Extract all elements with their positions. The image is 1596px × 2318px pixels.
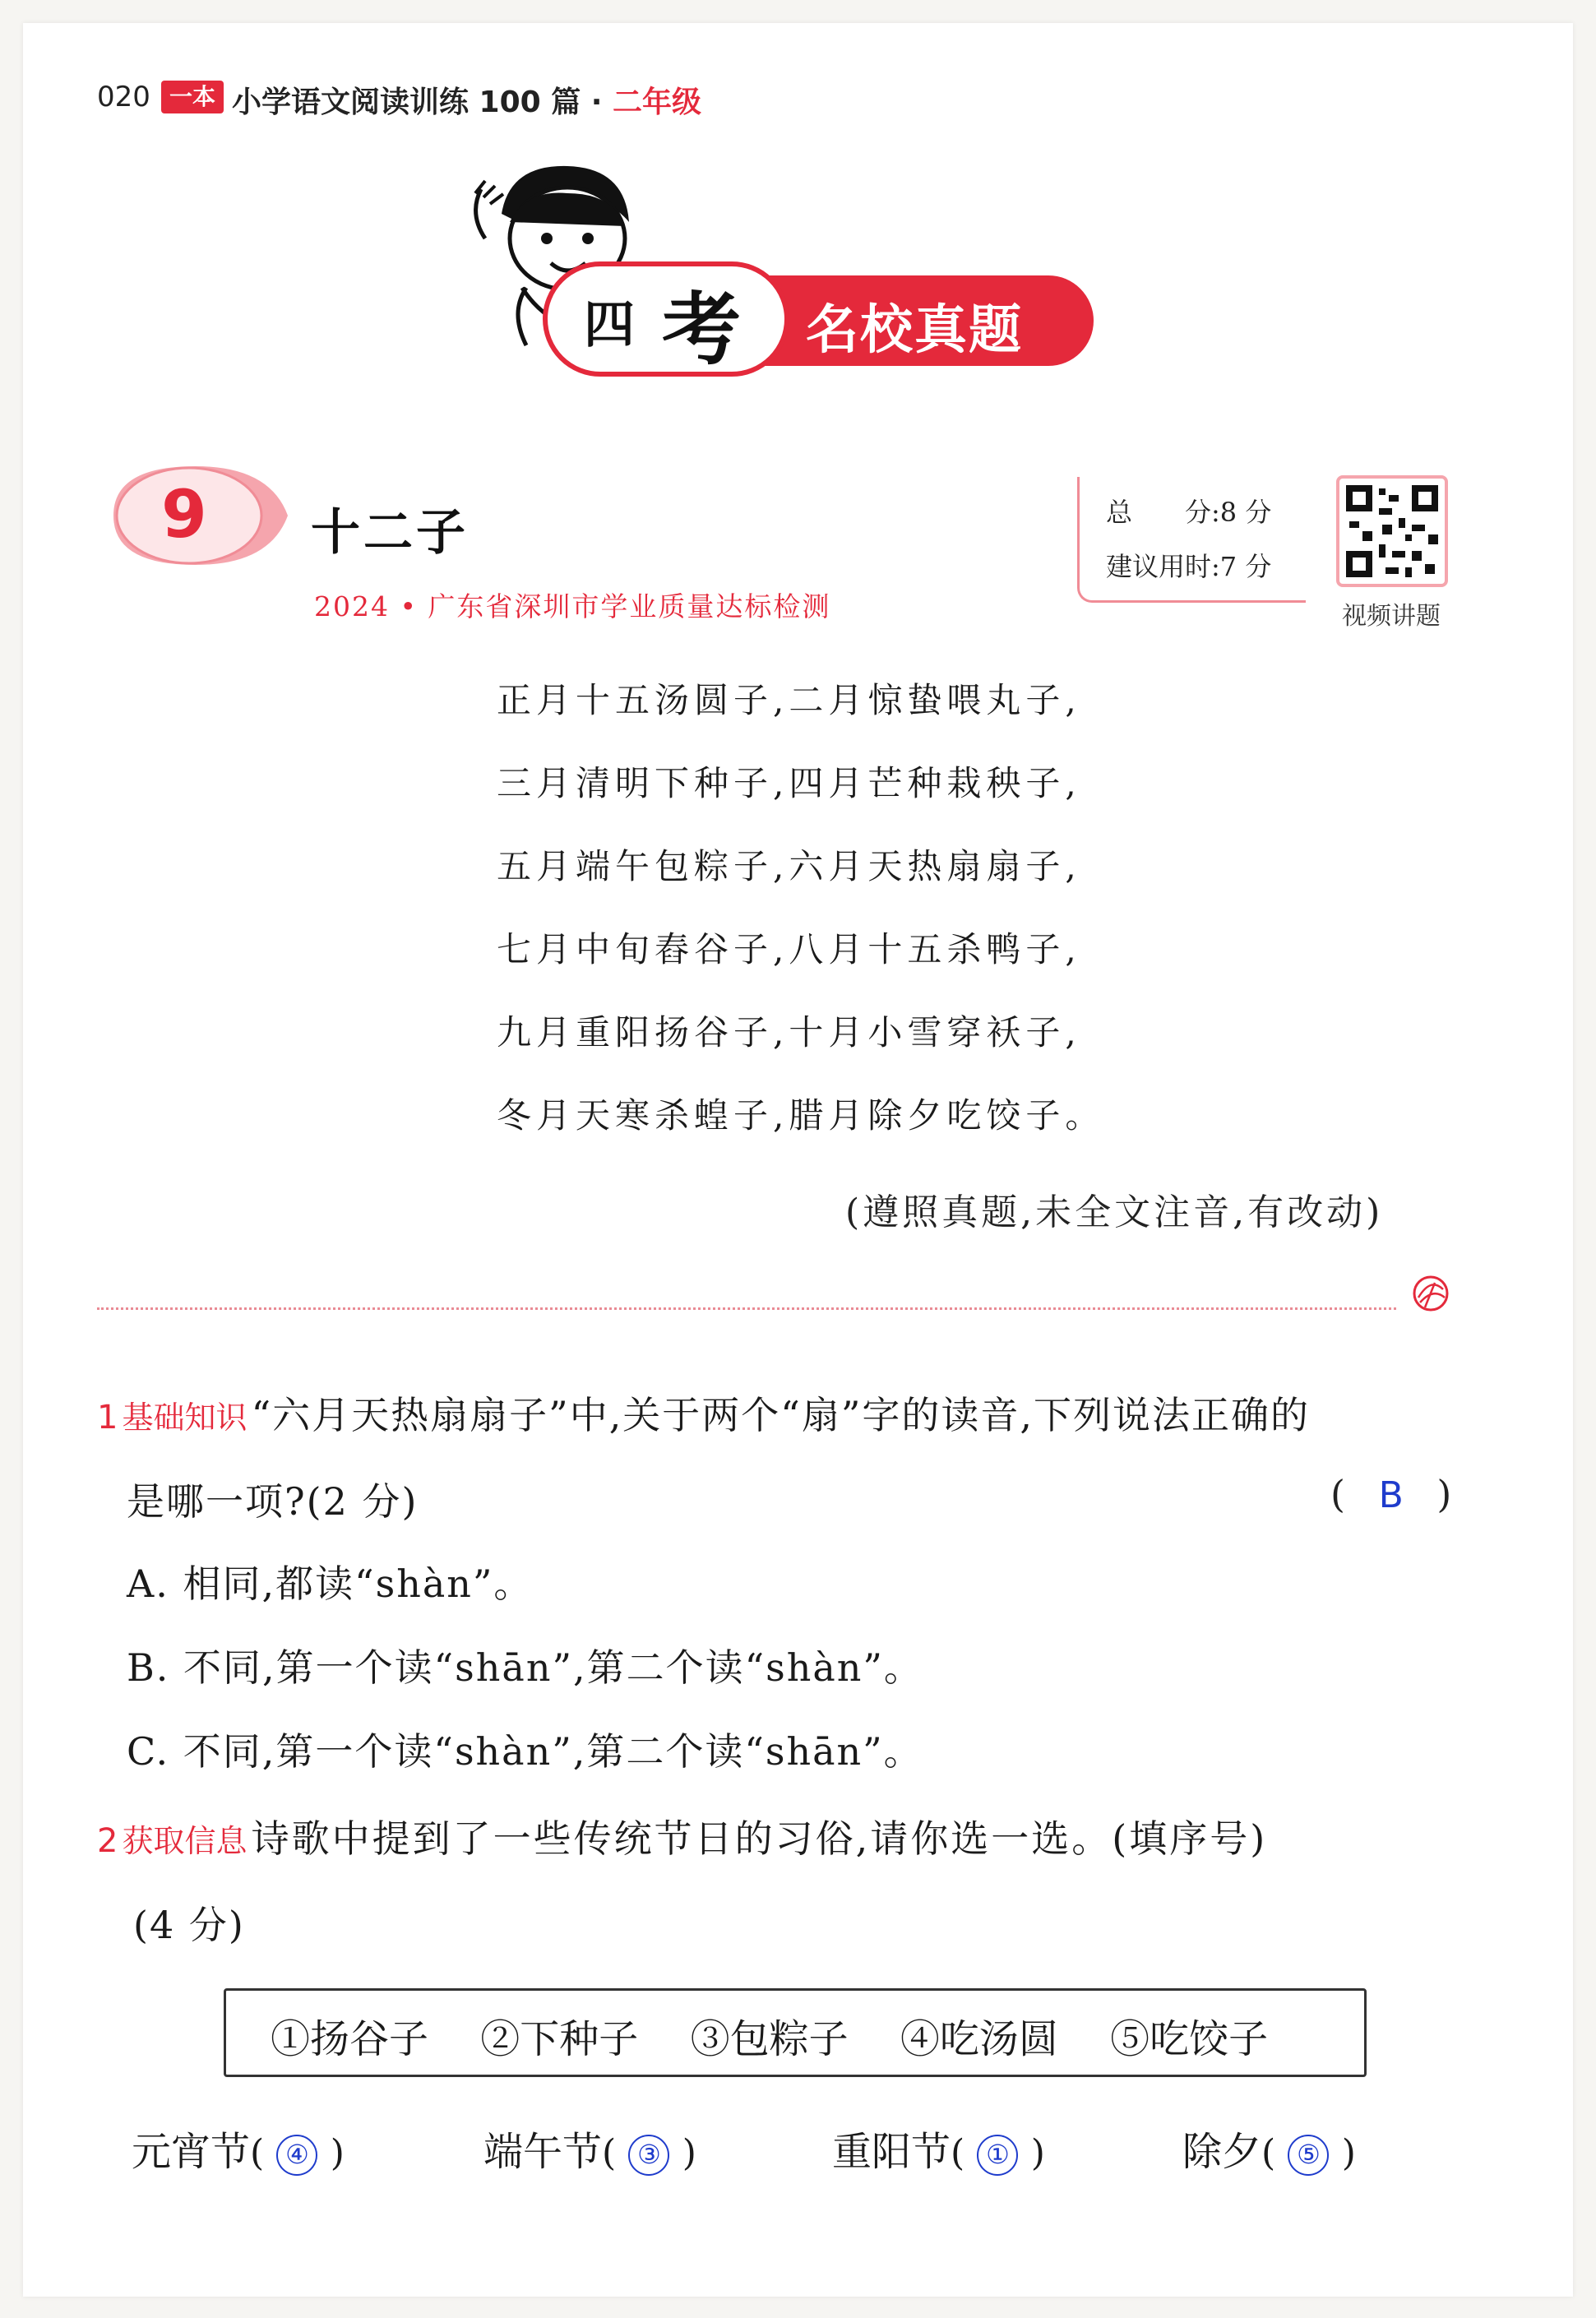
- answer-value: B: [1378, 1474, 1404, 1516]
- option-b[interactable]: B. 不同,第一个读“shān”,第二个读“shàn”。: [127, 1645, 923, 1690]
- festival-chongyang[interactable]: [832, 2120, 1045, 2177]
- choice-item: ④吃汤圆: [900, 2016, 1058, 2062]
- poem-line: 五月端午包粽子,六月天热扇扇子,: [497, 846, 1081, 886]
- question-2: [97, 1809, 1267, 1863]
- paren-close: ): [330, 2132, 345, 2174]
- paren-open: (: [1261, 2132, 1276, 2174]
- question-text-cont: (4 分): [133, 1903, 245, 1947]
- paren-close: ): [1436, 1472, 1452, 1516]
- poem-line: 九月重阳扬谷子,十月小雪穿袄子,: [497, 1012, 1081, 1053]
- option-a[interactable]: A. 相同,都读“shàn”。: [127, 1562, 534, 1606]
- question-1: [97, 1386, 1310, 1440]
- festival-name: 元宵节: [132, 2129, 251, 2175]
- question-text: 诗歌中提到了一些传统节日的习俗,请你选一选。(填序号): [251, 1816, 1268, 1861]
- lesson-number-badge: [97, 456, 294, 576]
- choice-item: ③包粽子: [690, 2016, 849, 2062]
- qr-code-icon[interactable]: [1336, 475, 1448, 587]
- question-text-cont: 是哪一项?(2 分): [127, 1479, 419, 1524]
- answer-slot[interactable]: [1330, 1472, 1451, 1516]
- poem-line: 冬月天寒杀蝗子,腊月除夕吃饺子。: [497, 1095, 1105, 1136]
- paren-open: (: [250, 2132, 265, 2174]
- festival-name: 端午节: [483, 2129, 603, 2175]
- grade-label: 二年级: [613, 86, 702, 119]
- book-title-line: [232, 79, 701, 121]
- choice-item: ②下种子: [480, 2016, 639, 2062]
- paren-close: ): [1341, 2132, 1356, 2174]
- choice-item: ①扬谷子: [271, 2016, 429, 2062]
- festival-answer: ①: [977, 2135, 1018, 2176]
- book-title: 小学语文阅读训练 100 篇: [232, 86, 581, 119]
- festival-yuanxiao[interactable]: [132, 2120, 345, 2177]
- choice-item: ⑤吃饺子: [1110, 2016, 1269, 2062]
- question-number: 1: [97, 1399, 118, 1437]
- poem-line: 正月十五汤圆子,二月惊蛰喂丸子,: [497, 680, 1081, 720]
- poem: [497, 676, 1104, 1174]
- title-separator: ·: [590, 86, 603, 119]
- festival-duanwu[interactable]: [483, 2120, 696, 2177]
- banner-subtitle: 名校真题: [806, 300, 1023, 361]
- festival-name: 除夕: [1182, 2129, 1262, 2175]
- page-number: 020: [97, 81, 150, 113]
- poem-line: 三月清明下种子,四月芒种栽秧子,: [497, 763, 1081, 803]
- paren-open: (: [951, 2132, 965, 2174]
- choice-box: [224, 1988, 1367, 2077]
- festival-name: 重阳节: [832, 2129, 951, 2175]
- qr-pattern: [1339, 479, 1445, 584]
- festival-chuxi[interactable]: [1182, 2120, 1356, 2177]
- choice-list: [271, 2007, 1307, 2064]
- book-badge: 一本: [161, 81, 224, 113]
- question-tag: 获取信息: [122, 1823, 247, 1859]
- poem-note: (遵照真题,未全文注音,有改动): [845, 1191, 1384, 1233]
- poem-line: 七月中旬舂谷子,八月十五杀鸭子,: [497, 929, 1081, 969]
- paren-close: ): [682, 2132, 696, 2174]
- paren-close: ): [1030, 2132, 1045, 2174]
- question-text: “六月天热扇扇子”中,关于两个“扇”字的读音,下列说法正确的: [251, 1393, 1310, 1437]
- question-tag: 基础知识: [122, 1400, 247, 1436]
- paren-open: (: [602, 2132, 617, 2174]
- section-divider: [97, 1307, 1396, 1310]
- festival-answer: ③: [628, 2135, 669, 2176]
- banner-exam: 考: [662, 284, 741, 376]
- paren-open: (: [1330, 1472, 1345, 1516]
- qr-label: 视频讲题: [1342, 602, 1441, 631]
- total-score: 总 分:8 分: [1106, 497, 1272, 528]
- lesson-source: 2024 • 广东省深圳市学业质量达标检测: [314, 590, 831, 622]
- yarn-ball-icon: [1410, 1273, 1451, 1314]
- festival-answer: ④: [276, 2135, 317, 2176]
- question-number: 2: [97, 1822, 118, 1860]
- suggested-time: 建议用时:7 分: [1106, 551, 1272, 582]
- banner-number: 四: [584, 294, 636, 354]
- festival-answer: ⑤: [1288, 2135, 1329, 2176]
- lesson-number: 9: [161, 476, 207, 553]
- option-c[interactable]: C. 不同,第一个读“shàn”,第二个读“shān”。: [127, 1729, 923, 1774]
- lesson-title: 十二子: [311, 504, 469, 562]
